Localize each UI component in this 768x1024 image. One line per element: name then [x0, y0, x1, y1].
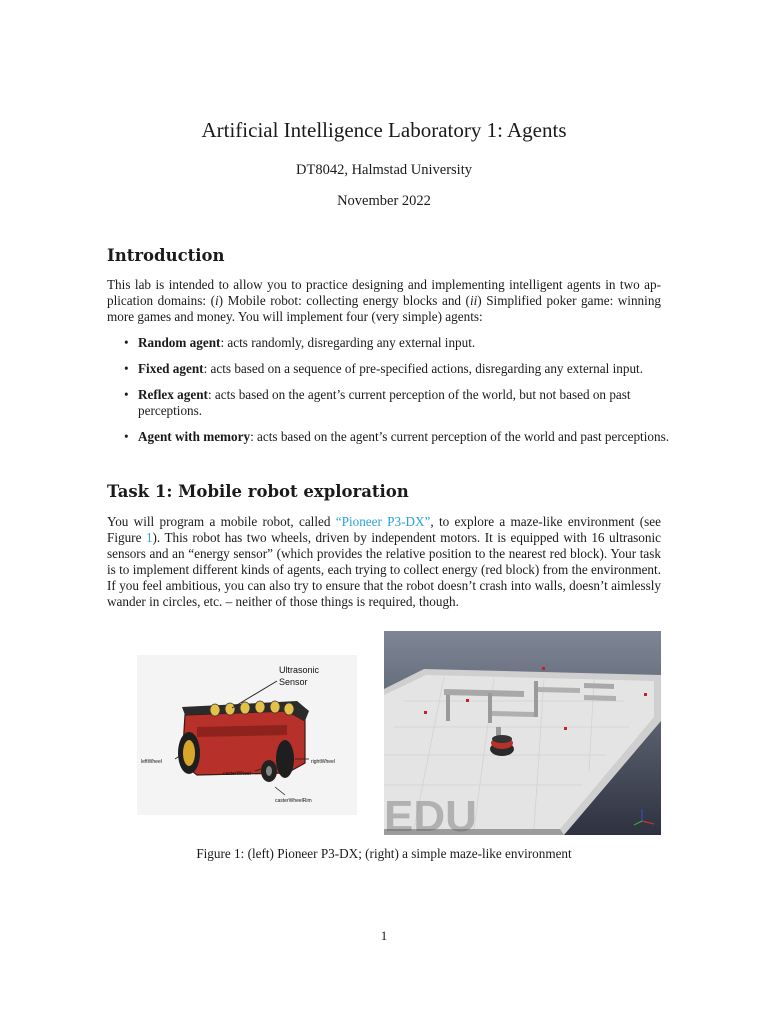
- course-affiliation: DT8042, Halmstad University: [296, 162, 472, 178]
- document-title: Artificial Intelligence Laboratory 1: Agents: [201, 118, 567, 142]
- watermark-text: EDU: [384, 792, 477, 835]
- document-date: November 2022: [337, 193, 431, 209]
- bullet-icon: •: [124, 335, 129, 350]
- list-item: [124, 335, 675, 351]
- section-heading-task1: Task 1: Mobile robot exploration: [107, 482, 409, 501]
- robot-panel: [197, 725, 287, 737]
- intro-paragraph: [107, 277, 661, 325]
- list-item: [124, 361, 675, 377]
- agent-term: Agent with memory: [138, 429, 251, 444]
- maze-environment-figure: [384, 631, 661, 835]
- rightwheel-label: rightWheel: [311, 759, 335, 765]
- agent-term: Random agent: [138, 335, 221, 350]
- left-wheel-hub: [183, 740, 195, 766]
- task1-text-a: You will program a mobile robot, called: [107, 514, 336, 529]
- agent-term: Reflex agent: [138, 387, 208, 402]
- intro-text-a: This lab is intended to allow you to practice designing and implementing intelligent agents in two ap-plication domains: (: [107, 277, 661, 308]
- task1-text-c: ). This robot has two wheels, driven by independent motors. It is equipped with 16 ultrasonic sensors and an “energy sensor” (which provides the relative position to the nearest red block). Your task is to implement different kinds of agents, each trying to collect energy (red block) from the environment. If you feel ambitious, you can also try to ensure that the robot doesn’t crash into walls, doesn’t aimlessly wander in circles, etc. – neither of those things is required, though.: [107, 530, 662, 609]
- intro-roman-ii: ii: [469, 293, 478, 308]
- bullet-icon: •: [124, 387, 129, 402]
- list-item: [124, 387, 675, 419]
- task1-paragraph: [107, 514, 661, 610]
- robot-in-maze: [490, 735, 514, 756]
- section-heading-introduction: Introduction: [107, 246, 225, 265]
- agent-description: : acts based on the agent’s current perception of the world and past perceptions.: [250, 429, 670, 444]
- figure-reference-link[interactable]: 1: [145, 530, 153, 545]
- intro-text-b: ) Mobile robot: collecting energy blocks and (: [218, 293, 470, 308]
- pioneer-robot-figure: [137, 655, 357, 815]
- bullet-icon: •: [124, 429, 129, 444]
- task1-text-b: , to explore a maze-like environment (see Figure: [107, 514, 661, 545]
- bullet-icon: •: [124, 361, 129, 376]
- page-number: 1: [380, 928, 388, 943]
- pioneer-link[interactable]: “Pioneer P3-DX”: [335, 514, 431, 529]
- agent-term: Fixed agent: [138, 361, 204, 376]
- right-wheel: [276, 740, 294, 778]
- casterwheelrim-label: casterWheelRim: [275, 798, 312, 804]
- intro-roman-i: i: [214, 293, 219, 308]
- caster-wheel-rim: [266, 766, 272, 776]
- agent-description: : acts randomly, disregarding any external input.: [220, 335, 476, 350]
- ultrasonic-label: Ultrasonic: [279, 665, 320, 675]
- intro-text-c: ) Simplified poker game: winning more games and money. You will implement four (very simple) agents:: [107, 293, 662, 324]
- casterwheel-label: casterWheel: [223, 771, 251, 777]
- leftwheel-label: leftWheel: [141, 759, 162, 765]
- list-item: [124, 429, 675, 445]
- agent-description: : acts based on the agent’s current perception of the world, but not based on past perceptions.: [138, 387, 631, 418]
- agent-description: : acts based on a sequence of pre-specified actions, disregarding any external input.: [203, 361, 643, 376]
- sensor-label: Sensor: [279, 677, 308, 687]
- figure-caption: Figure 1: (left) Pioneer P3-DX; (right) a simple maze-like environment: [196, 846, 572, 861]
